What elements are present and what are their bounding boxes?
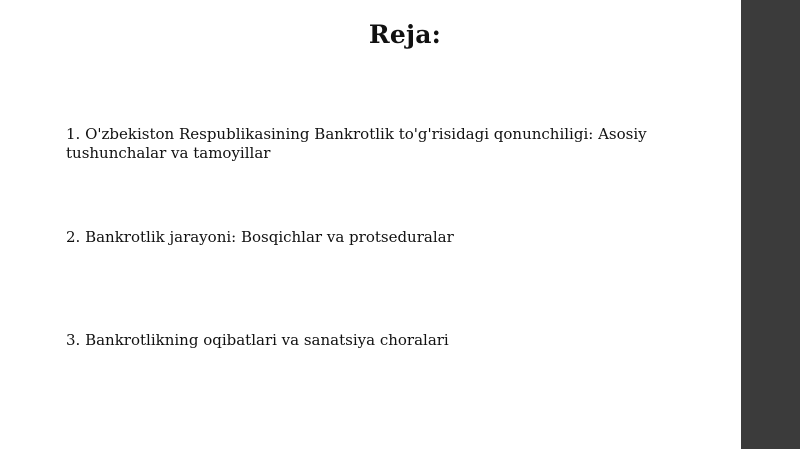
plan-item-2: 2. Bankrotlik jarayoni: Bosqichlar va protseduralar <box>66 228 454 246</box>
right-side-panel <box>741 0 800 449</box>
slide-title: Reja: <box>368 20 442 49</box>
plan-item-3: 3. Bankrotlikning oqibatlari va sanatsiya choralari <box>66 331 449 349</box>
plan-item-1: 1. O'zbekiston Respublikasining Bankrotlik to'g'risidagi qonunchiligi: Asosiy tushunchalar va tamoyillar <box>66 125 647 162</box>
